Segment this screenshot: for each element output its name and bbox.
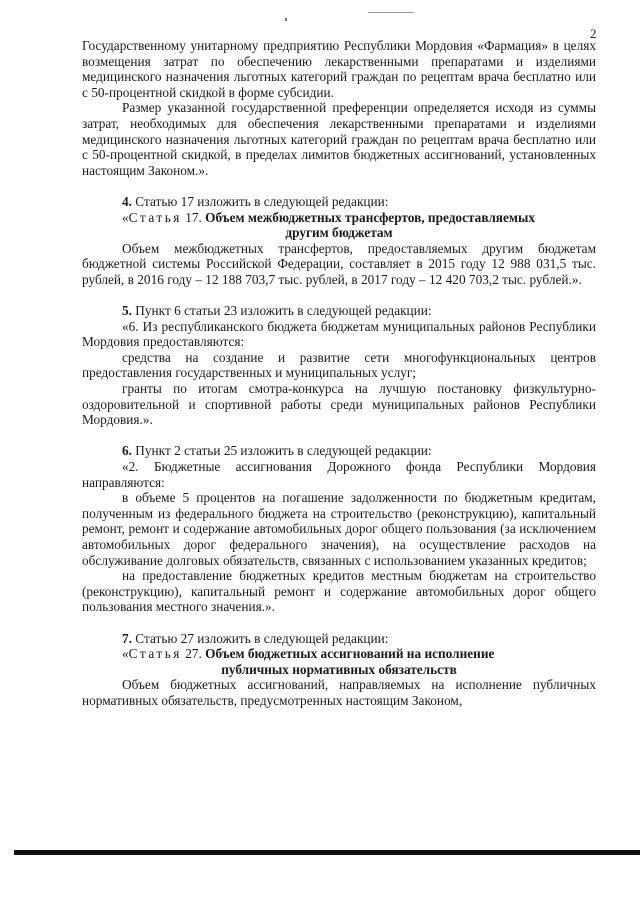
article-27-title <box>82 646 596 662</box>
item-5-paragraph-3: гранты по итогам смотра-конкурса на лучшую постановку физкультурно-оздоровительной и спортивной работы среди муниципальных районов Республики Мордовия.». <box>82 381 596 428</box>
scan-artifact-dot <box>285 18 287 21</box>
spacer <box>82 288 596 304</box>
article-17-body: Объем межбюджетных трансфертов, предоставляемых другим бюджетам бюджетной системы Российской Федерации, составляет в 2015 году 12 988 031,5 тыс. рублей, в 2016 году – 12 188 703,7 тыс. рублей, в 2017 году – 12 420 703,2 тыс. рублей.». <box>82 240 596 287</box>
article-27-word: Статья <box>128 646 182 662</box>
article-17-quote: « <box>122 209 129 225</box>
item-6-intro <box>82 443 596 459</box>
article-27-heading: Объем бюджетных ассигнований на исполнение <box>205 646 495 662</box>
item-5-number: 5. <box>122 303 132 319</box>
document-body <box>82 38 596 709</box>
spacer <box>82 428 596 444</box>
article-27-number: 27. <box>181 646 206 662</box>
article-17-number: 17. <box>181 209 206 225</box>
paragraph-farmaciya: Государственному унитарному предприятию Республики Мордовия «Фармация» в целях возмещения затрат по обеспечению лекарственными препаратами и изделиями медицинского назначения льготных категорий граждан по рецептам врача бесплатно или с 50-процентной скидкой в форме субсидии. <box>82 38 596 100</box>
item-4-number: 4. <box>122 193 132 209</box>
item-5-paragraph-2: средства на создание и развитие сети многофункциональных центров предоставления государственных и муниципальных услуг; <box>82 349 596 381</box>
item-6-paragraph-1: «2. Бюджетные ассигнования Дорожного фонда Республики Мордовия направляются: <box>82 459 596 490</box>
article-17-word: Статья <box>128 209 182 225</box>
article-17-heading: Объем межбюджетных трансфертов, предоставляемых <box>205 209 535 225</box>
item-5-intro <box>82 303 596 319</box>
scan-artifact-line <box>368 12 414 13</box>
item-7-intro <box>82 631 596 647</box>
article-27-quote: « <box>122 646 129 662</box>
item-6-number: 6. <box>122 443 132 459</box>
article-27-heading-cont: публичных нормативных обязательств <box>221 661 457 677</box>
item-5-intro-text: Пункт 6 статьи 23 изложить в следующей редакции: <box>131 303 432 319</box>
item-5-paragraph-1: «6. Из республиканского бюджета бюджетам муниципальных районов Республики Мордовия предоставляются: <box>82 318 596 350</box>
item-6-paragraph-3: на предоставление бюджетных кредитов местным бюджетам на строительство (реконструкцию), капитальный ремонт и содержание автомобильных дорог общего пользования местного значения.». <box>82 568 596 615</box>
page-number: 2 <box>590 26 597 41</box>
item-4-intro <box>82 194 596 210</box>
scan-bottom-edge <box>14 850 640 855</box>
paragraph-preference-size: Размер указанной государственной преференции определяется исходя из суммы затрат, необходимых для обеспечения лекарственными препаратами и изделиями медицинского назначения льготных категорий граждан по рецептам врача бесплатно или с 50-процентной скидкой, в пределах лимитов бюджетных ассигнований, установленных настоящим Законом.». <box>82 100 596 178</box>
article-27-body: Объем бюджетных ассигнований, направляемых на исполнение публичных нормативных обязательств, предусмотренных настоящим Законом, <box>82 677 596 708</box>
item-6-intro-text: Пункт 2 статьи 25 изложить в следующей редакции: <box>131 443 432 459</box>
article-17-heading-cont: другим бюджетам <box>285 225 393 241</box>
item-6-paragraph-2: в объеме 5 процентов на погашение задолженности по бюджетным кредитам, полученным из федерального бюджета на строительство (реконструкцию), капитальный ремонт, ремонт и содержание автомобильных дорог общего пользования (за исключением автомобильных дорог федерального значения), на осуществление расходов на обслуживание долговых обязательств, связанных с использованием указанных кредитов; <box>82 490 596 568</box>
item-4-intro-text: Статью 17 изложить в следующей редакции: <box>131 193 389 209</box>
article-17-title <box>82 210 596 226</box>
item-7-intro-text: Статью 27 изложить в следующей редакции: <box>131 630 389 646</box>
spacer <box>82 615 596 631</box>
spacer <box>82 178 596 194</box>
item-7-number: 7. <box>122 630 132 646</box>
